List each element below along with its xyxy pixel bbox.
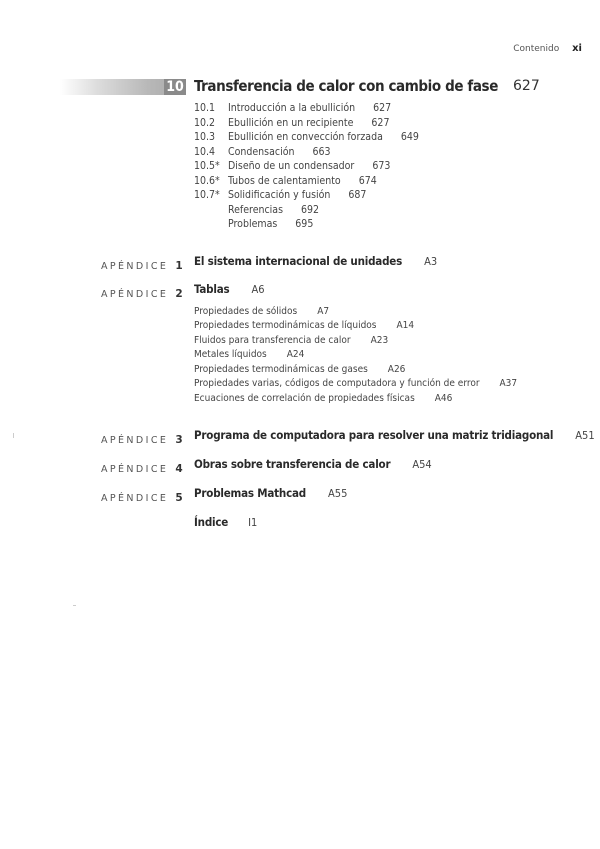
toc-appendix-3[interactable]	[101, 428, 183, 447]
toc-appendix-2[interactable]	[101, 282, 183, 301]
subentry-page: A37	[499, 378, 518, 389]
toc-section[interactable]	[194, 117, 389, 129]
chapter-number: 10	[164, 79, 186, 95]
toc-index[interactable]	[194, 515, 257, 529]
appendix-number: 4	[175, 463, 183, 475]
running-head-label: Contenido	[513, 44, 560, 54]
appendix-label: APÉNDICE	[101, 435, 169, 446]
subentry-page: A24	[286, 349, 305, 360]
appendix-page: A6	[251, 283, 265, 296]
appendix-title-text: Obras sobre transferencia de calor	[194, 457, 391, 471]
appendix-title[interactable]	[194, 282, 265, 296]
subentry-page: A14	[396, 320, 415, 331]
chapter-title[interactable]: Transferencia de calor con cambio de fase	[194, 77, 498, 95]
section-title: Tubos de calentamiento	[228, 175, 341, 187]
toc-appendix-5[interactable]	[101, 486, 183, 505]
toc-appendix-1[interactable]	[101, 254, 183, 273]
toc-subentry[interactable]	[194, 378, 517, 389]
subentry-title: Propiedades de sólidos	[194, 306, 298, 317]
subentry-title: Ecuaciones de correlación de propiedades físicas	[194, 393, 415, 404]
toc-subentry[interactable]	[194, 335, 388, 346]
section-title: Solidificación y fusión	[228, 189, 331, 201]
toc-appendix-4[interactable]	[101, 457, 183, 476]
appendix-page: A55	[328, 487, 348, 500]
subentry-page: A26	[387, 364, 406, 375]
toc-subentry[interactable]	[194, 349, 304, 360]
toc-section[interactable]	[194, 204, 319, 216]
section-page: 687	[348, 189, 367, 201]
toc-subentry[interactable]	[194, 393, 452, 404]
section-page: 673	[372, 160, 391, 172]
section-page: 649	[400, 131, 419, 143]
appendix-title[interactable]	[194, 486, 347, 500]
appendix-title-text: Problemas Mathcad	[194, 486, 306, 500]
section-number: 10.7*	[194, 189, 220, 201]
page-number: xi	[572, 43, 582, 54]
appendix-title[interactable]	[194, 428, 595, 442]
appendix-page: A54	[412, 458, 432, 471]
appendix-title-text: Tablas	[194, 282, 230, 296]
appendix-number: 1	[175, 260, 183, 272]
toc-section[interactable]	[194, 102, 391, 114]
appendix-title[interactable]	[194, 254, 437, 268]
toc-subentry[interactable]	[194, 364, 405, 375]
section-title: Referencias	[228, 204, 284, 216]
section-title: Ebullición en un recipiente	[228, 117, 354, 129]
appendix-number: 3	[175, 434, 183, 446]
subentry-title: Propiedades varias, códigos de computadora y función de error	[194, 378, 480, 389]
scan-mark	[13, 433, 14, 438]
chapter-page: 627	[513, 78, 540, 94]
subentry-title: Fluidos para transferencia de calor	[194, 335, 351, 346]
appendix-number: 5	[175, 492, 183, 504]
subentry-page: A7	[317, 306, 330, 317]
subentry-title: Metales líquidos	[194, 349, 267, 360]
section-number: 10.1	[194, 102, 216, 114]
section-number: 10.3	[194, 131, 216, 143]
section-page: 663	[312, 146, 331, 158]
section-title: Introducción a la ebullición	[228, 102, 356, 114]
toc-subentry[interactable]	[194, 306, 329, 317]
section-title: Ebullición en convección forzada	[228, 131, 383, 143]
section-title: Condensación	[228, 146, 295, 158]
toc-section[interactable]	[194, 218, 313, 230]
appendix-title[interactable]	[194, 457, 432, 471]
index-page: I1	[248, 516, 258, 529]
section-page: 627	[373, 102, 392, 114]
running-head	[513, 43, 582, 54]
subentry-page: A46	[434, 393, 453, 404]
section-number: 10.6*	[194, 175, 220, 187]
section-title: Problemas	[228, 218, 278, 230]
appendix-page: A3	[424, 255, 438, 268]
index-title: Índice	[194, 515, 229, 529]
section-page: 692	[301, 204, 320, 216]
toc-section[interactable]	[194, 189, 366, 201]
section-title: Diseño de un condensador	[228, 160, 355, 172]
subentry-title: Propiedades termodinámicas de gases	[194, 364, 368, 375]
section-number: 10.5*	[194, 160, 220, 172]
scan-mark	[73, 605, 76, 606]
section-page: 695	[295, 218, 314, 230]
appendix-label: APÉNDICE	[101, 464, 169, 475]
appendix-title-text: El sistema internacional de unidades	[194, 254, 403, 268]
appendix-number: 2	[175, 288, 183, 300]
appendix-title-text: Programa de computadora para resolver una matriz tridiagonal	[194, 428, 554, 442]
section-number: 10.4	[194, 146, 216, 158]
section-number: 10.2	[194, 117, 216, 129]
toc-section[interactable]	[194, 175, 377, 187]
appendix-label: APÉNDICE	[101, 261, 169, 272]
section-page: 627	[371, 117, 390, 129]
section-page: 674	[358, 175, 377, 187]
toc-section[interactable]	[194, 160, 390, 172]
toc-section[interactable]	[194, 131, 419, 143]
toc-section[interactable]	[194, 146, 331, 158]
toc-subentry[interactable]	[194, 320, 414, 331]
appendix-label: APÉNDICE	[101, 289, 169, 300]
subentry-page: A23	[370, 335, 389, 346]
appendix-label: APÉNDICE	[101, 493, 169, 504]
appendix-page: A51	[575, 429, 595, 442]
subentry-title: Propiedades termodinámicas de líquidos	[194, 320, 377, 331]
